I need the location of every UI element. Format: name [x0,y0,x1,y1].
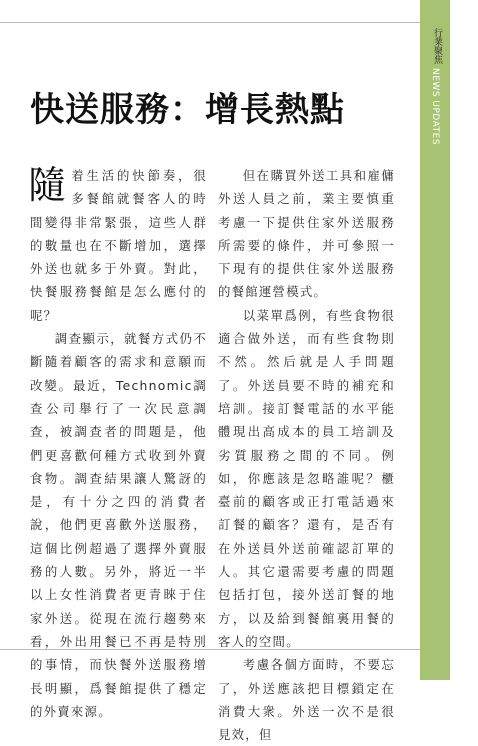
section-label-cn: 行業聚焦 [432,28,442,64]
article-column-right [218,164,395,746]
paragraph-preparation: 但在購買外送工具和雇傭外送人員之前，業主要慎重考慮一下提供住家外送服務所需要的條件，并可參照一下現有的提供住家外送服務的餐館運營模式。 [218,168,395,300]
article-column-left [30,164,207,723]
article-title: 快送服務：增長熱點 [30,90,345,130]
paragraph-menu-staff: 以菜單爲例，有些食物很適合做外送，而有些食物則不然。然后就是人手問題了。外送員要不時的補充和培訓。接訂餐電話的水平能體現出高成本的員工培訓及劣質服務之間的不同。例如，你應該是忽略誰呢？櫃臺前的顧客或正打電話過來訂餐的顧客？還有，是否有在外送員外送前確認訂單的人。其它還需要考慮的問題包括打包，接外送訂餐的地方，以及給到餐館裏用餐的客人的空間。 [218,307,395,649]
paragraph-target: 考慮各個方面時，不要忘了，外送應該把目標鎖定在消費大衆。外送一次不是很見效，但 [218,657,395,743]
drop-cap: 隨 [28,163,68,207]
top-rule [0,22,420,23]
section-label-en: NEWS UPDATES [430,68,440,146]
paragraph-survey: 調查顯示，就餐方式仍不斷隨着顧客的需求和意願而改變。最近，Technomic調查公司舉行了一次民意調查，被調查者的問題是，他們更喜歡何種方式收到外賣食物。調查結果讓人驚訝的是，有十分之四的消費者說，他們更喜歡外送服務，這個比例超過了選擇外賣服務的人數。另外，將近一半以上女性消費者更青睞于住家外送。從現在流行趨勢來看，外出用餐已不再是特別的事情，而快餐外送服務增長明顯，爲餐館提供了穩定的外賣來源。 [30,331,207,719]
lead-paragraph-text: 着生活的快節奏，很多餐館就餐客人的時間變得非常緊張，這些人群的數量也在不斷增加，選擇外送也就多于外賣。對此，快餐服務餐館是怎么應付的呢？ [30,168,207,323]
lead-paragraph [30,164,207,327]
